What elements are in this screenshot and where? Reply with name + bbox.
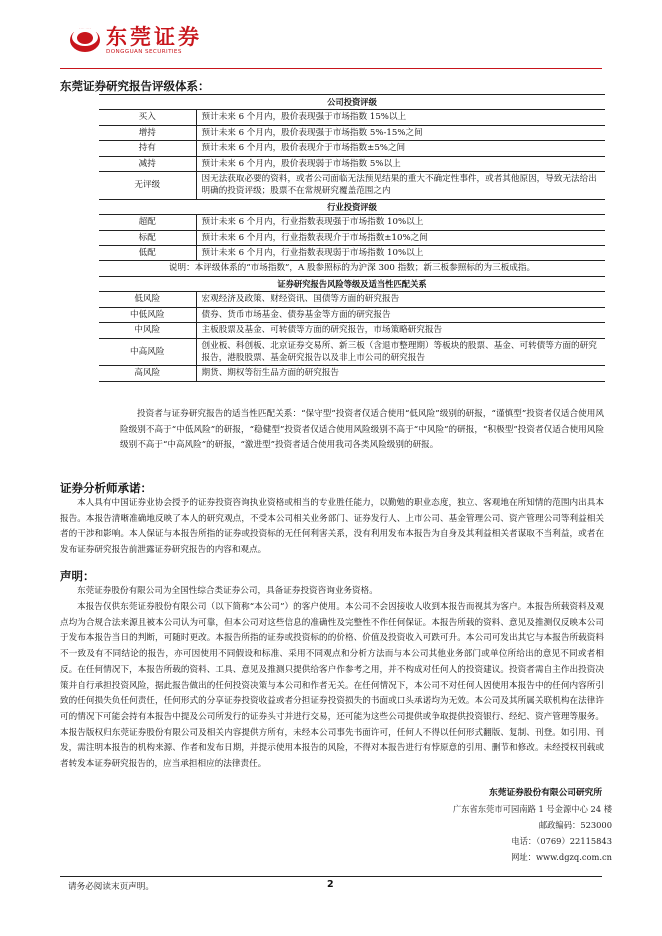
rating-label: 增持 — [99, 125, 196, 140]
table-row — [99, 230, 605, 245]
rating-note: 说明：本评级体系的“市场指数”，A 股参照标的为沪深 300 指数；新三板参照标的为三板成指。 — [99, 261, 605, 276]
rating-table — [99, 94, 605, 382]
table-row — [99, 125, 605, 140]
table-row — [99, 338, 605, 366]
risk-label: 中高风险 — [99, 338, 196, 366]
company-name: 东莞证券股份有限公司研究所 — [489, 788, 602, 798]
table-row — [99, 292, 605, 307]
page-header — [0, 0, 662, 74]
table-row — [99, 307, 605, 322]
risk-desc: 创业板、科创板、北京证券交易所、新三板（含退市整理期）等板块的股票、基金、可转债等方面的研究报告，港股股票、基金研究报告以及非上市公司的研究报告 — [196, 338, 605, 366]
risk-desc: 主板股票及基金、可转债等方面的研究报告，市场策略研究报告 — [196, 323, 605, 338]
risk-desc: 宏观经济及政策、财经资讯、国债等方面的研究报告 — [196, 292, 605, 307]
analyst-title: 证券分析师承诺： — [60, 481, 152, 495]
rating-desc: 因无法获取必要的资料，或者公司面临无法预见结果的重大不确定性事件，或者其他原因，导致无法给出明确的投资评级；股票不在常规研究覆盖范围之内 — [196, 172, 605, 200]
rating-label: 无评级 — [99, 172, 196, 200]
disclaimer-title: 声明： — [60, 569, 95, 583]
rating-desc: 预计未来 6 个月内，股价表现弱于市场指数 5%以上 — [196, 156, 605, 171]
rating-label: 超配 — [99, 215, 196, 230]
rating-desc: 预计未来 6 个月内，行业指数表现介于市场指数±10%之间 — [196, 230, 605, 245]
risk-label: 低风险 — [99, 292, 196, 307]
risk-label: 中低风险 — [99, 307, 196, 322]
industry-rating-header: 行业投资评级 — [99, 199, 605, 214]
suitability-paragraph: 投资者与证券研究报告的适当性匹配关系：“保守型”投资者仅适合使用“低风险”级别的研报，“谨慎型”投资者仅适合使用风险级别不高于“中低风险”的研报，“稳健型”投资者仅适合使用风险级别不高于“中风险”的研报，“积极型”投资者仅适合使用风险级别不高于“中高风险”的研报，“激进型”投资者适合使用我司各类风险级别的研报。 — [120, 409, 604, 451]
risk-desc: 债券、货币市场基金、债券基金等方面的研究报告 — [196, 307, 605, 322]
rating-label: 减持 — [99, 156, 196, 171]
rating-label: 低配 — [99, 246, 196, 261]
rating-system-title: 东莞证券研究报告评级体系： — [60, 79, 210, 93]
table-row — [99, 323, 605, 338]
risk-label: 高风险 — [99, 366, 196, 381]
rating-desc: 预计未来 6 个月内，股价表现强于市场指数 5%-15%之间 — [196, 125, 605, 140]
company-website: 网址：www.dgzq.com.cn — [511, 852, 612, 862]
table-row — [99, 261, 605, 276]
rating-desc: 预计未来 6 个月内，股价表现介于市场指数±5%之间 — [196, 141, 605, 156]
footer-note: 请务必阅读末页声明。 — [68, 882, 154, 892]
table-row — [99, 215, 605, 230]
logo-icon — [68, 24, 102, 54]
rating-label: 持有 — [99, 141, 196, 156]
risk-label: 中风险 — [99, 323, 196, 338]
analyst-paragraph: 本人具有中国证券业协会授予的证券投资咨询执业资格或相当的专业胜任能力，以勤勉的职业态度，独立、客观地在所知情的范围内出具本报告。本报告清晰准确地反映了本人的研究观点，不受本公司相关业务部门、证券发行人、上市公司、基金管理公司、资产管理公司等利益相关者的干涉和影响。本人保证与本报告所指的证券或投资标的无任何利害关系，没有利用发布本报告为自身及其利益相关者谋取不当利益，或者在发布证券研究报告前泄露证券研究报告的内容和观点。 — [60, 498, 604, 556]
page-number: 2 — [327, 879, 334, 890]
logo-subtext: DONGGUAN SECURITIES — [106, 49, 182, 55]
table-row — [99, 246, 605, 261]
rating-label: 买入 — [99, 110, 196, 125]
table-row — [99, 199, 605, 214]
rating-desc: 预计未来 6 个月内，行业指数表现弱于市场指数 10%以上 — [196, 246, 605, 261]
company-phone: 电话：（0769）22115843 — [511, 836, 612, 846]
company-rating-header: 公司投资评级 — [99, 95, 605, 110]
rating-desc: 预计未来 6 个月内，行业指数表现强于市场指数 10%以上 — [196, 215, 605, 230]
table-row — [99, 366, 605, 381]
table-row — [99, 172, 605, 200]
risk-rating-header: 证券研究报告风险等级及适当性匹配关系 — [99, 276, 605, 291]
table-row — [99, 156, 605, 171]
table-row — [99, 276, 605, 291]
footer-divider — [60, 876, 602, 877]
table-row — [99, 110, 605, 125]
company-address: 广东省东莞市可园南路 1 号金源中心 24 楼 — [452, 804, 612, 814]
rating-label: 标配 — [99, 230, 196, 245]
risk-desc: 期货、期权等衍生品方面的研究报告 — [196, 366, 605, 381]
disclaimer-paragraph-1: 东莞证券股份有限公司为全国性综合类证券公司，具备证券投资咨询业务资格。 — [77, 586, 378, 596]
logo-text: 东莞证券 — [106, 25, 202, 49]
disclaimer-paragraph-2: 本报告仅供东莞证券股份有限公司（以下简称“本公司”）的客户使用。本公司不会因接收人收到本报告而视其为客户。本报告所载资料及观点均为合规合法来源且被本公司认为可靠，但本公司对这些信息的准确性及完整性不作任何保证。本报告所载的资料、意见及推测仅反映本公司于发布本报告当日的判断，可随时更改。本报告所指的证券或投资标的的价格、价值及投资收入可跌可升。本公司可发出其它与本报告所载资料不一致及有不同结论的报告，亦可因使用不同假设和标准、采用不同观点和分析方法而与本公司其他业务部门或单位所给出的意见不同或者相反。在任何情况下，本报告所载的资料、工具、意见及推测只提供给客户作参考之用，并不构成对任何人的投资建议。投资者需自主作出投资决策并自行承担投资风险，据此报告做出的任何投资决策与本公司和作者无关。在任何情况下，本公司不对任何人因使用本报告中的任何内容所引致的任何损失负任何责任，任何形式的分享证券投资收益或者分担证券投资损失的书面或口头承诺均为无效。本公司及其所属关联机构在法律许可的情况下可能会持有本报告中提及公司所发行的证券头寸并进行交易，还可能为这些公司提供或争取提供投资银行、经纪、资产管理等服务。本报告版权归东莞证券股份有限公司及相关内容提供方所有，未经本公司事先书面许可，任何人不得以任何形式翻版、复制、刊登。如引用、刊发，需注明本报告的机构来源、作者和发布日期，并提示使用本报告的风险，不得对本报告进行有悖原意的引用、删节和修改。未经授权刊载或者转发本证券研究报告的，应当承担相应的法律责任。 — [60, 602, 604, 770]
company-postcode: 邮政编码：523000 — [538, 820, 612, 830]
table-row — [99, 141, 605, 156]
header-divider — [60, 68, 602, 69]
table-row — [99, 95, 605, 110]
rating-desc: 预计未来 6 个月内，股价表现强于市场指数 15%以上 — [196, 110, 605, 125]
